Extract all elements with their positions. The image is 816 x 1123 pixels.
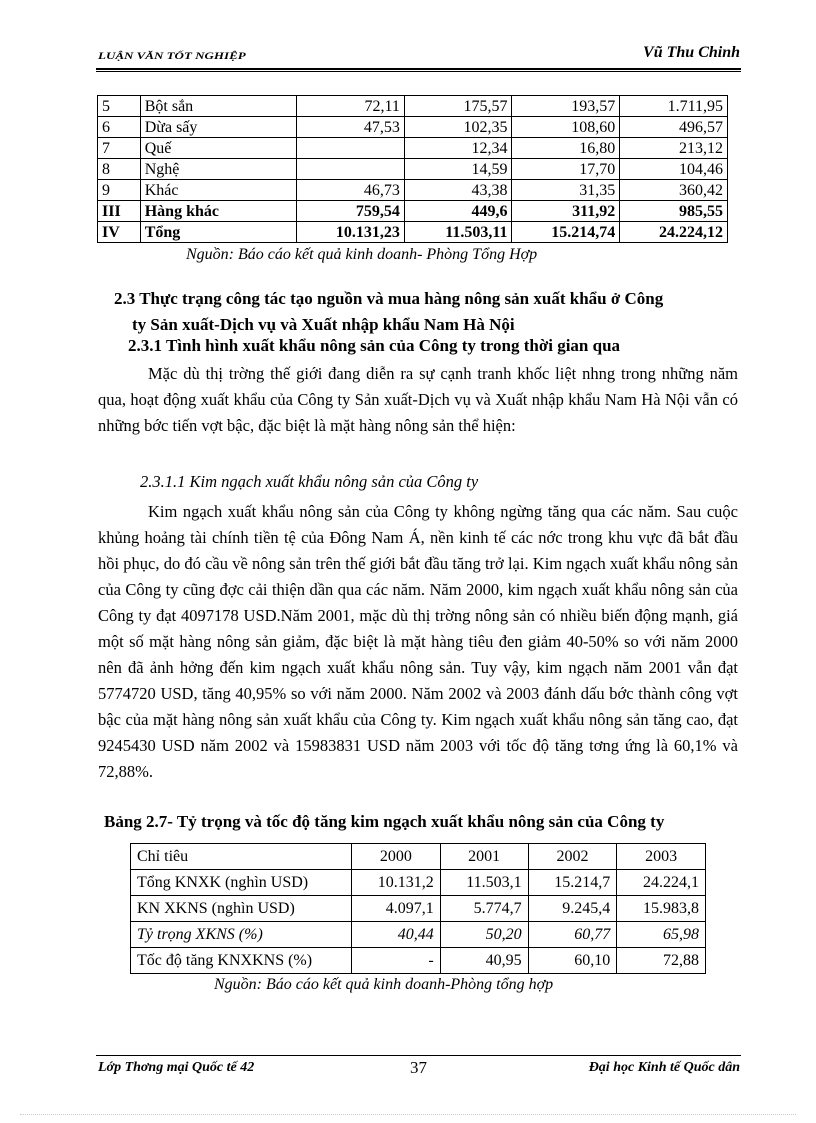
table-cell-v2000 <box>297 138 405 159</box>
table-cell-name: Quế <box>140 138 296 159</box>
table-row <box>98 180 728 201</box>
table-row <box>131 896 706 922</box>
table-cell-idx: 9 <box>98 180 141 201</box>
table-cell-v2002: 193,57 <box>512 96 620 117</box>
table-row-label: KN XKNS (nghìn USD) <box>131 896 352 922</box>
table-header-cell: 2000 <box>352 844 441 870</box>
section-heading-line1: 2.3 Thực trạng công tác tạo nguồn và mua hàng nông sản xuất khẩu ở Công <box>114 289 664 308</box>
table-header-cell: Chỉ tiêu <box>131 844 352 870</box>
table-cell-value: - <box>352 948 441 974</box>
table-cell-name: Bột sắn <box>140 96 296 117</box>
table-cell-v2002: 311,92 <box>512 201 620 222</box>
table-row <box>98 201 728 222</box>
table-cell-value: 60,10 <box>528 948 617 974</box>
table-cell-v2000: 759,54 <box>297 201 405 222</box>
table-cell-idx: 6 <box>98 117 141 138</box>
table2-source: Nguồn: Báo cáo kết quả kinh doanh-Phòng tổng hợp <box>214 976 554 993</box>
table-row-label: Tỷ trọng XKNS (%) <box>131 922 352 948</box>
header-author: Vũ Thu Chinh <box>643 44 740 61</box>
table-cell-idx: 5 <box>98 96 141 117</box>
table-header-cell: 2003 <box>617 844 706 870</box>
table-cell-v2001: 102,35 <box>404 117 512 138</box>
table-cell-v2000: 10.131,23 <box>297 222 405 243</box>
table-cell-name: Nghệ <box>140 159 296 180</box>
footer-rule <box>96 1055 741 1056</box>
table-header-row <box>131 844 706 870</box>
table-cell-v2000: 46,73 <box>297 180 405 201</box>
table-cell-v2002: 15.214,74 <box>512 222 620 243</box>
table-cell-v2002: 108,60 <box>512 117 620 138</box>
table-cell-value: 11.503,1 <box>440 870 528 896</box>
paragraph-export-turnover: Kim ngạch xuất khẩu nông sản của Công ty không ngừng tăng qua các năm. Sau cuộc khủng hoảng tài chính tiền tệ của Đông Nam Á, nền kinh tế các nớc trong khu vực đã bắt đầu hồi phục, do đó cầu về nông sản trên thế giới bắt đầu tăng trở lại. Kim ngạch xuất khẩu nông sản của Công ty cũng đợc cải thiện dần qua các năm. Năm 2000, kim ngạch xuất khẩu nông sản của Công ty đạt 4097178 USD.Năm 2001, mặc dù thị trờng nông sản có nhiều biến động mạnh, giá một số mặt hàng nông sản giảm, đặc biệt là mặt hàng tiêu đen giảm 40-50% so với năm 2000 nên đã ảnh hởng đến kim ngạch xuất khẩu nông sản. Tuy vậy, kim ngạch năm 2001 vẫn đạt 5774720 USD, tăng 40,95% so với năm 2000. Năm 2002 và 2003 đánh dấu bớc thành công vợt bậc của mặt hàng nông sản xuất khẩu của Công ty. Kim ngạch xuất khẩu nông sản tăng cao, đạt 9245430 USD năm 2002 và 15983831 USD năm 2003 với tốc độ tăng tơng ứng là 60,1% và 72,88%. <box>98 502 738 781</box>
table-row <box>131 870 706 896</box>
table-row <box>131 922 706 948</box>
table-row <box>98 159 728 180</box>
table-cell-value: 5.774,7 <box>440 896 528 922</box>
table-cell-v2003: 1.711,95 <box>620 96 728 117</box>
table-cell-value: 24.224,1 <box>617 870 706 896</box>
table-row <box>98 96 728 117</box>
page-number: 37 <box>410 1058 427 1077</box>
table-cell-value: 4.097,1 <box>352 896 441 922</box>
table-cell-v2002: 16,80 <box>512 138 620 159</box>
table-cell-v2001: 14,59 <box>404 159 512 180</box>
footer-class: Lớp Thơng mại Quốc tế 42 <box>98 1060 255 1075</box>
table-cell-idx: 7 <box>98 138 141 159</box>
table-cell-v2003: 213,12 <box>620 138 728 159</box>
table-cell-v2001: 11.503,11 <box>404 222 512 243</box>
page-edge-dotted-rule <box>20 1114 796 1115</box>
subsubsection-heading-2-3-1-1: 2.3.1.1 Kim ngạch xuất khẩu nông sản của Công ty <box>140 472 479 491</box>
table-cell-value: 60,77 <box>528 922 617 948</box>
table-row <box>98 117 728 138</box>
table-cell-v2000 <box>297 159 405 180</box>
table-cell-name: Hàng khác <box>140 201 296 222</box>
table-cell-idx: 8 <box>98 159 141 180</box>
table-row <box>98 222 728 243</box>
table-cell-v2003: 496,57 <box>620 117 728 138</box>
table-cell-v2003: 985,55 <box>620 201 728 222</box>
table-cell-v2003: 360,42 <box>620 180 728 201</box>
table-row-label: Tổng KNXK (nghìn USD) <box>131 870 352 896</box>
table-cell-name: Khác <box>140 180 296 201</box>
table-cell-name: Dừa sấy <box>140 117 296 138</box>
table-row <box>98 138 728 159</box>
table-cell-v2001: 43,38 <box>404 180 512 201</box>
table-header-cell: 2001 <box>440 844 528 870</box>
table-cell-v2001: 12,34 <box>404 138 512 159</box>
section-heading-2-3 <box>114 286 744 338</box>
table1-source: Nguồn: Báo cáo kết quả kinh doanh- Phòng Tổng Hợp <box>186 246 538 263</box>
table-cell-v2000: 47,53 <box>297 117 405 138</box>
table-cell-value: 9.245,4 <box>528 896 617 922</box>
table-cell-v2003: 104,46 <box>620 159 728 180</box>
table-cell-idx: IV <box>98 222 141 243</box>
table-cell-value: 40,44 <box>352 922 441 948</box>
table-cell-value: 15.214,7 <box>528 870 617 896</box>
table-cell-value: 15.983,8 <box>617 896 706 922</box>
table-cell-v2001: 175,57 <box>404 96 512 117</box>
table-row <box>131 948 706 974</box>
table-cell-value: 40,95 <box>440 948 528 974</box>
table-cell-v2003: 24.224,12 <box>620 222 728 243</box>
table-cell-v2002: 17,70 <box>512 159 620 180</box>
subsection-heading-2-3-1: 2.3.1 Tình hình xuất khẩu nông sản của Công ty trong thời gian qua <box>128 336 621 355</box>
header-left-title: LUẬN VĂN TỐT NGHIỆP <box>98 50 246 62</box>
header-rule-thin <box>96 71 741 72</box>
table2-caption: Bảng 2.7- Tỷ trọng và tốc độ tăng kim ngạch xuất khẩu nông sản của Công ty <box>104 812 665 831</box>
table-cell-value: 50,20 <box>440 922 528 948</box>
table-row-label: Tốc độ tăng KNXKNS (%) <box>131 948 352 974</box>
table-cell-value: 65,98 <box>617 922 706 948</box>
export-share-growth-table <box>130 843 706 974</box>
header-rule <box>96 68 741 70</box>
paragraph-intro: Mặc dù thị trờng thế giới đang diễn ra sự cạnh tranh khốc liệt nhng trong những năm qua, hoạt động xuất khẩu của Công ty Sản xuất-Dịch vụ và Xuất nhập khẩu Nam Hà Nội vẫn có những bớc tiến vợt bậc, đặc biệt là mặt hàng nông sản thể hiện: <box>98 364 738 435</box>
table-cell-v2001: 449,6 <box>404 201 512 222</box>
section-heading-line2: ty Sản xuất-Dịch vụ và Xuất nhập khẩu Nam Hà Nội <box>132 315 515 334</box>
table-cell-value: 72,88 <box>617 948 706 974</box>
table-cell-idx: III <box>98 201 141 222</box>
table-header-cell: 2002 <box>528 844 617 870</box>
export-table-continued <box>97 95 728 243</box>
footer-university: Đại học Kinh tế Quốc dân <box>588 1060 740 1075</box>
table-cell-name: Tổng <box>140 222 296 243</box>
table-cell-v2000: 72,11 <box>297 96 405 117</box>
table-cell-value: 10.131,2 <box>352 870 441 896</box>
table-cell-v2002: 31,35 <box>512 180 620 201</box>
